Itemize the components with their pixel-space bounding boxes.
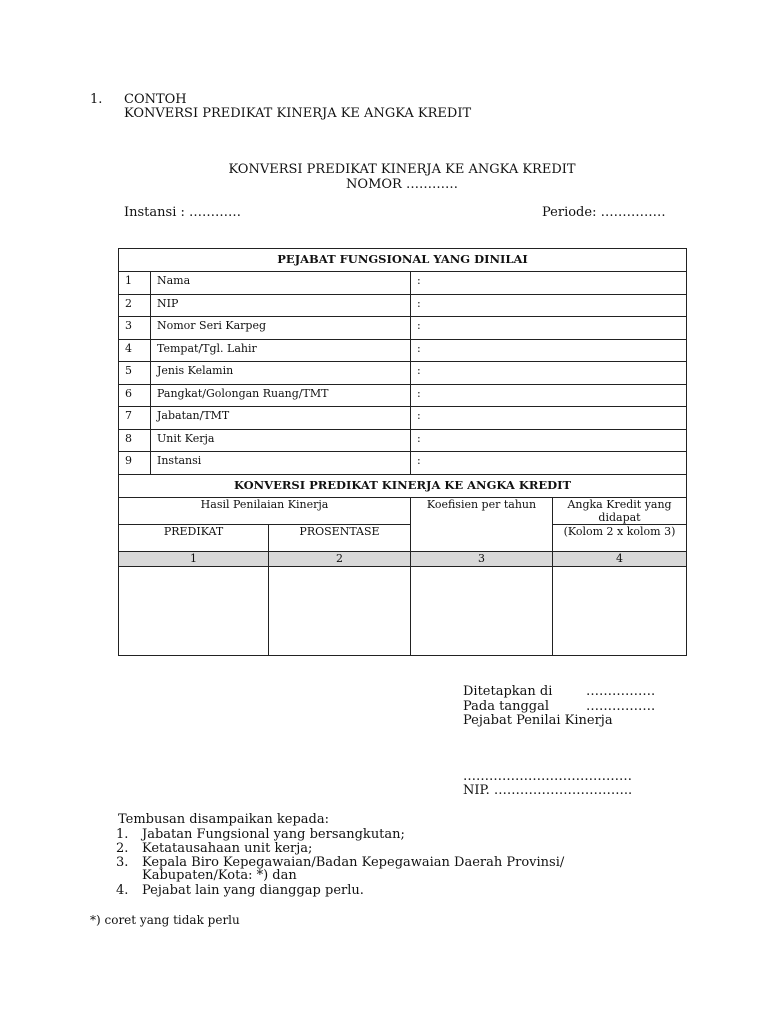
list-item-number: 2.	[116, 841, 129, 856]
heading-line2: KONVERSI PREDIKAT KINERJA KE ANGKA KREDIT	[124, 106, 472, 121]
table-row	[119, 362, 687, 385]
list-item: Jabatan Fungsional yang bersangkutan;	[142, 827, 405, 842]
row-label: Jenis Kelamin	[151, 362, 411, 385]
table-row	[119, 339, 687, 362]
table-row	[119, 294, 687, 317]
row-number: 2	[119, 294, 151, 317]
row-number: 6	[119, 384, 151, 407]
table-row	[119, 317, 687, 340]
angka-kredit-cell	[553, 566, 687, 655]
ditetapkan-label: Ditetapkan di	[463, 684, 553, 699]
signature-nip: NIP. …………………………..	[463, 783, 633, 798]
tanggal-label: Pada tanggal	[463, 699, 550, 714]
list-item: Kepala Biro Kepegawaian/Badan Kepegawaian Daerah Provinsi/	[142, 855, 565, 870]
tembusan-title: Tembusan disampaikan kepada:	[118, 812, 329, 827]
row-label: Nama	[151, 272, 411, 295]
row-number: 8	[119, 429, 151, 452]
column-number: 4	[553, 551, 687, 566]
row-number: 3	[119, 317, 151, 340]
heading-line1: CONTOH	[124, 92, 187, 107]
row-number: 5	[119, 362, 151, 385]
heading-number: 1.	[90, 92, 103, 107]
row-value: :	[411, 294, 687, 317]
row-number: 7	[119, 407, 151, 430]
list-item-continuation: Kabupaten/Kota: *) dan	[142, 868, 297, 883]
list-item-number: 4.	[116, 883, 129, 898]
row-number: 9	[119, 452, 151, 475]
hasil-penilaian-header: Hasil Penilaian Kinerja	[119, 497, 411, 524]
row-label: Instansi	[151, 452, 411, 475]
row-label: Nomor Seri Karpeg	[151, 317, 411, 340]
predikat-cell	[119, 566, 269, 655]
footnote: *) coret yang tidak perlu	[90, 913, 240, 927]
row-label: Unit Kerja	[151, 429, 411, 452]
row-value: :	[411, 384, 687, 407]
row-value: :	[411, 452, 687, 475]
kolom-note: (Kolom 2 x kolom 3)	[553, 524, 687, 551]
table-row	[119, 272, 687, 295]
row-value: :	[411, 429, 687, 452]
column-number: 1	[119, 551, 269, 566]
table-row	[119, 429, 687, 452]
row-value: :	[411, 339, 687, 362]
row-value: :	[411, 407, 687, 430]
section-header-pejabat: PEJABAT FUNGSIONAL YANG DINILAI	[119, 249, 687, 272]
column-number: 3	[411, 551, 553, 566]
tanggal-value: …………….	[586, 699, 656, 714]
prosentase-header: PROSENTASE	[269, 524, 411, 551]
periode-field: Periode: ……………	[542, 205, 666, 220]
row-value: :	[411, 317, 687, 340]
row-label: Tempat/Tgl. Lahir	[151, 339, 411, 362]
list-item: Ketatausahaan unit kerja;	[142, 841, 313, 856]
list-item-number: 1.	[116, 827, 129, 842]
instansi-field: Instansi : …………	[124, 205, 241, 220]
angka-kredit-header: Angka Kredit yang didapat	[553, 497, 687, 524]
predikat-header: PREDIKAT	[119, 524, 269, 551]
table-row	[119, 384, 687, 407]
section-header-konversi: KONVERSI PREDIKAT KINERJA KE ANGKA KREDIT	[119, 474, 687, 497]
prosentase-cell	[269, 566, 411, 655]
signature-name-line: …………………………………	[463, 769, 632, 784]
row-number: 1	[119, 272, 151, 295]
document-number: NOMOR …………	[346, 177, 458, 192]
table-row	[119, 407, 687, 430]
assessment-form-table	[118, 248, 687, 656]
list-item: Pejabat lain yang dianggap perlu.	[142, 883, 364, 898]
koefisien-cell	[411, 566, 553, 655]
row-label: Pangkat/Golongan Ruang/TMT	[151, 384, 411, 407]
row-value: :	[411, 362, 687, 385]
ditetapkan-value: …………….	[586, 684, 656, 699]
list-item-number: 3.	[116, 855, 129, 870]
koefisien-header: Koefisien per tahun	[411, 497, 553, 551]
document-title: KONVERSI PREDIKAT KINERJA KE ANGKA KREDIT	[228, 162, 576, 177]
row-label: Jabatan/TMT	[151, 407, 411, 430]
row-label: NIP	[151, 294, 411, 317]
pejabat-penilai-label: Pejabat Penilai Kinerja	[463, 713, 613, 728]
row-value: :	[411, 272, 687, 295]
table-row	[119, 452, 687, 475]
row-number: 4	[119, 339, 151, 362]
column-number: 2	[269, 551, 411, 566]
